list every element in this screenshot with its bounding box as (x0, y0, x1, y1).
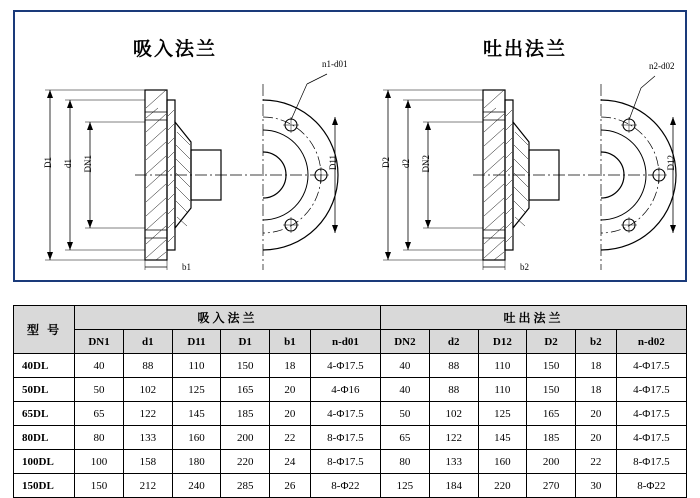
cell-discharge-4: 30 (575, 474, 616, 498)
cell-suction-3: 285 (221, 474, 270, 498)
cell-discharge-3: 150 (527, 354, 576, 378)
cell-suction-3: 185 (221, 402, 270, 426)
cell-suction-0: 65 (75, 402, 124, 426)
cell-discharge-0: 40 (381, 354, 430, 378)
suction-label-holes: n1-d01 (322, 59, 348, 69)
cell-discharge-0: 80 (381, 450, 430, 474)
cell-suction-1: 158 (123, 450, 172, 474)
cell-discharge-2: 160 (478, 450, 527, 474)
suction-label-b1: b1 (182, 262, 191, 272)
table-row (14, 474, 687, 498)
cell-model: 40DL (14, 354, 75, 378)
cell-suction-1: 212 (123, 474, 172, 498)
header-suction-d1: d1 (123, 330, 172, 354)
discharge-label-holes: n2-d02 (649, 61, 675, 71)
cell-model: 80DL (14, 426, 75, 450)
table-group-header-row (14, 306, 687, 330)
cell-suction-5: 8-Φ17.5 (310, 426, 380, 450)
header-group-discharge: 吐出法兰 (381, 306, 687, 330)
cell-discharge-1: 88 (429, 354, 478, 378)
cell-model: 150DL (14, 474, 75, 498)
cell-suction-3: 220 (221, 450, 270, 474)
cell-suction-4: 20 (270, 378, 311, 402)
discharge-label-b2: b2 (520, 262, 529, 272)
table-row (14, 354, 687, 378)
discharge-label-d2: d2 (401, 159, 411, 168)
cell-discharge-1: 122 (429, 426, 478, 450)
cell-discharge-1: 88 (429, 378, 478, 402)
cell-suction-5: 4-Φ17.5 (310, 402, 380, 426)
cell-suction-2: 160 (172, 426, 221, 450)
cell-suction-3: 200 (221, 426, 270, 450)
cell-discharge-4: 18 (575, 354, 616, 378)
cell-suction-5: 4-Φ16 (310, 378, 380, 402)
cell-suction-1: 122 (123, 402, 172, 426)
cell-discharge-3: 165 (527, 402, 576, 426)
cell-discharge-3: 200 (527, 450, 576, 474)
cell-suction-4: 26 (270, 474, 311, 498)
cell-discharge-5: 4-Φ17.5 (616, 402, 686, 426)
header-suction-D11: D11 (172, 330, 221, 354)
cell-discharge-2: 110 (478, 378, 527, 402)
flange-dimension-table (13, 305, 687, 498)
cell-discharge-2: 145 (478, 426, 527, 450)
cell-suction-2: 110 (172, 354, 221, 378)
header-discharge-D2: D2 (527, 330, 576, 354)
cell-discharge-5: 8-Φ17.5 (616, 450, 686, 474)
table-row (14, 450, 687, 474)
cell-suction-2: 125 (172, 378, 221, 402)
cell-discharge-2: 125 (478, 402, 527, 426)
cell-suction-0: 80 (75, 426, 124, 450)
suction-label-DN1: DN1 (83, 155, 93, 173)
cell-suction-5: 8-Φ17.5 (310, 450, 380, 474)
header-discharge-DN2: DN2 (381, 330, 430, 354)
cell-suction-1: 88 (123, 354, 172, 378)
flange-drawings (15, 12, 685, 280)
table-row (14, 402, 687, 426)
table-row (14, 426, 687, 450)
suction-label-D11: D11 (328, 155, 338, 171)
cell-suction-2: 180 (172, 450, 221, 474)
suction-flange-title: 吸入法兰 (133, 38, 218, 60)
table-body (14, 354, 687, 498)
cell-discharge-0: 125 (381, 474, 430, 498)
cell-suction-4: 22 (270, 426, 311, 450)
cell-discharge-0: 50 (381, 402, 430, 426)
cell-discharge-4: 22 (575, 450, 616, 474)
header-discharge-d2: d2 (429, 330, 478, 354)
cell-discharge-2: 110 (478, 354, 527, 378)
cell-discharge-1: 102 (429, 402, 478, 426)
cell-suction-5: 8-Φ22 (310, 474, 380, 498)
suction-label-D1: D1 (43, 157, 53, 168)
cell-suction-0: 50 (75, 378, 124, 402)
cell-discharge-0: 65 (381, 426, 430, 450)
cell-discharge-5: 8-Φ22 (616, 474, 686, 498)
cell-suction-2: 145 (172, 402, 221, 426)
header-model: 型 号 (14, 306, 75, 354)
table-column-header-row (14, 330, 687, 354)
cell-suction-0: 100 (75, 450, 124, 474)
header-suction-b1: b1 (270, 330, 311, 354)
header-discharge-D12: D12 (478, 330, 527, 354)
cell-discharge-5: 4-Φ17.5 (616, 426, 686, 450)
cell-discharge-4: 20 (575, 426, 616, 450)
cell-suction-1: 133 (123, 426, 172, 450)
cell-suction-0: 40 (75, 354, 124, 378)
drawing-panel (13, 10, 687, 282)
cell-suction-4: 24 (270, 450, 311, 474)
cell-suction-1: 102 (123, 378, 172, 402)
cell-suction-2: 240 (172, 474, 221, 498)
discharge-label-DN2: DN2 (421, 155, 431, 173)
cell-model: 100DL (14, 450, 75, 474)
cell-discharge-4: 20 (575, 402, 616, 426)
cell-discharge-3: 185 (527, 426, 576, 450)
header-group-suction: 吸入法兰 (75, 306, 381, 330)
cell-discharge-3: 270 (527, 474, 576, 498)
header-suction-D1: D1 (221, 330, 270, 354)
cell-suction-3: 165 (221, 378, 270, 402)
header-discharge-b2: b2 (575, 330, 616, 354)
cell-discharge-5: 4-Φ17.5 (616, 354, 686, 378)
discharge-label-D12: D12 (666, 155, 676, 171)
table-row (14, 378, 687, 402)
cell-discharge-3: 150 (527, 378, 576, 402)
cell-discharge-1: 133 (429, 450, 478, 474)
cell-suction-3: 150 (221, 354, 270, 378)
cell-discharge-0: 40 (381, 378, 430, 402)
cell-suction-5: 4-Φ17.5 (310, 354, 380, 378)
cell-suction-4: 18 (270, 354, 311, 378)
cell-suction-0: 150 (75, 474, 124, 498)
cell-discharge-4: 18 (575, 378, 616, 402)
cell-discharge-1: 184 (429, 474, 478, 498)
discharge-flange-title: 吐出法兰 (483, 38, 568, 60)
suction-label-d1: d1 (63, 159, 73, 168)
discharge-label-D2: D2 (381, 157, 391, 168)
header-suction-DN1: DN1 (75, 330, 124, 354)
cell-discharge-2: 220 (478, 474, 527, 498)
header-discharge-holes: n-d02 (616, 330, 686, 354)
cell-model: 65DL (14, 402, 75, 426)
cell-discharge-5: 4-Φ17.5 (616, 378, 686, 402)
header-suction-holes: n-d01 (310, 330, 380, 354)
cell-suction-4: 20 (270, 402, 311, 426)
cell-model: 50DL (14, 378, 75, 402)
